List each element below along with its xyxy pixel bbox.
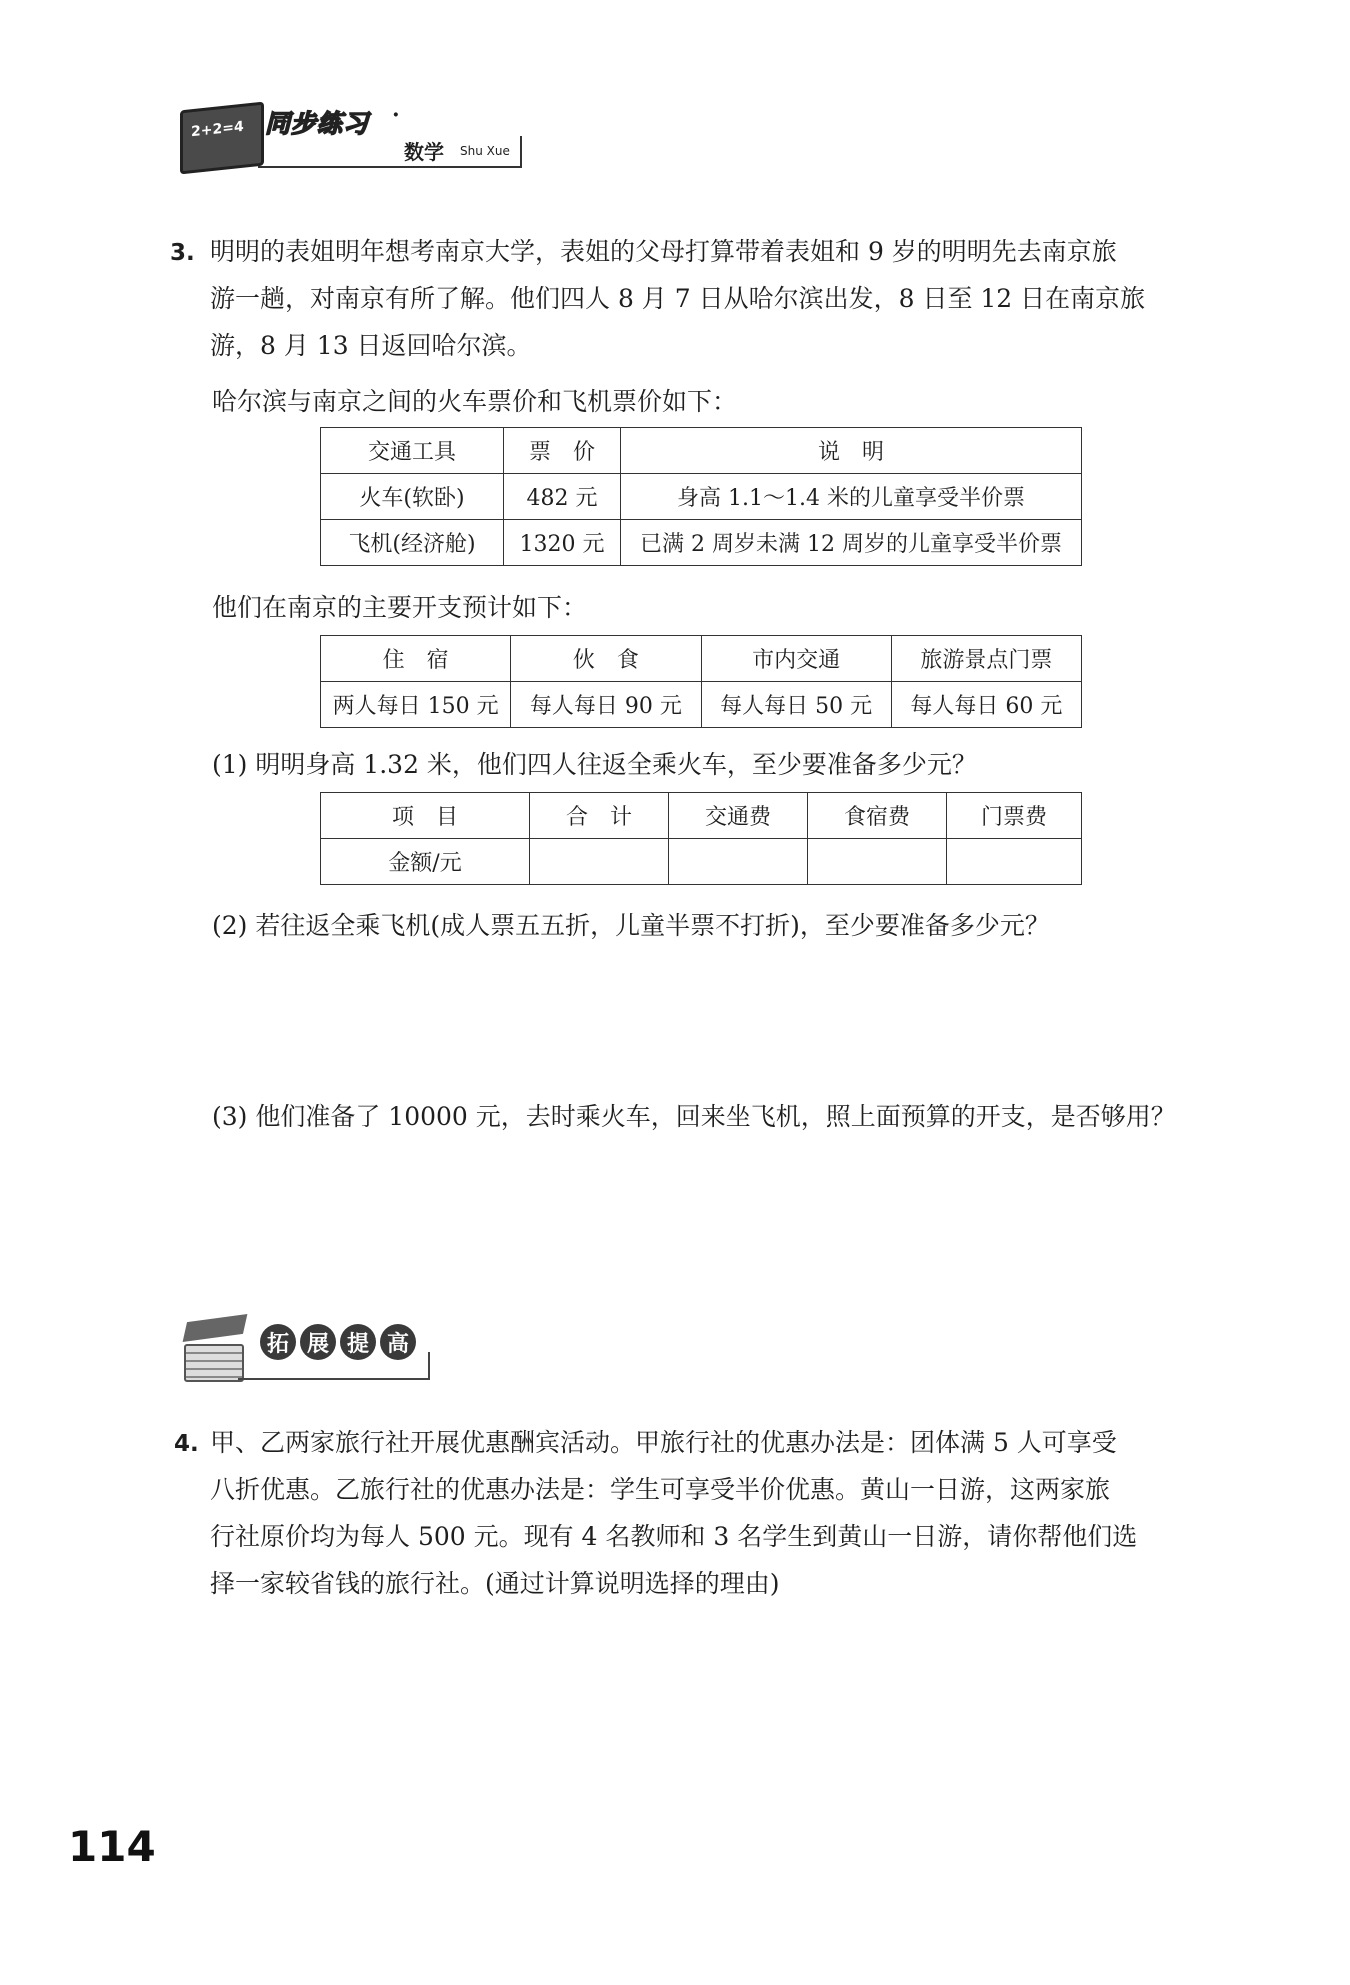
price-header-cell: 票 价 bbox=[504, 428, 621, 474]
section-title-char: 展 bbox=[300, 1324, 336, 1360]
subject-pinyin: Shu Xue bbox=[460, 144, 510, 158]
section-title-char: 提 bbox=[340, 1324, 376, 1360]
section-title-char: 高 bbox=[380, 1324, 416, 1360]
section-title-char: 拓 bbox=[260, 1324, 296, 1360]
answer-header-cell: 交通费 bbox=[669, 793, 808, 839]
blackboard-icon bbox=[180, 102, 264, 175]
expense-header-cell: 市内交通 bbox=[701, 636, 891, 682]
table-row bbox=[321, 474, 1082, 520]
expense-cell: 两人每日 150 元 bbox=[321, 682, 511, 728]
price-table bbox=[320, 427, 1082, 566]
expense-caption: 他们在南京的主要开支预计如下： bbox=[212, 593, 588, 622]
expense-cell: 每人每日 50 元 bbox=[701, 682, 891, 728]
expense-header-cell: 旅游景点门票 bbox=[891, 636, 1081, 682]
books-icon bbox=[184, 1344, 244, 1382]
section-title bbox=[260, 1324, 416, 1360]
price-cell: 482 元 bbox=[504, 474, 621, 520]
text-line: 游，8 月 13 日返回哈尔滨。 bbox=[210, 331, 532, 360]
section-banner bbox=[178, 1308, 448, 1388]
price-cell: 身高 1.1～1.4 米的儿童享受半价票 bbox=[621, 474, 1082, 520]
header-rule bbox=[258, 166, 398, 168]
table-row bbox=[321, 682, 1082, 728]
question-3-intro bbox=[210, 228, 1210, 369]
answer-table bbox=[320, 792, 1082, 885]
expense-header-cell: 住 宿 bbox=[321, 636, 511, 682]
expense-cell: 每人每日 60 元 bbox=[891, 682, 1081, 728]
blackboard-text: 2+2=4 bbox=[191, 118, 244, 141]
question-3-number: 3. bbox=[170, 240, 195, 266]
answer-blank-cell[interactable] bbox=[530, 839, 669, 885]
subject-name: 数学 bbox=[404, 140, 444, 164]
question-4-number: 4. bbox=[174, 1431, 199, 1457]
sub-question-2: (2) 若往返全乘飞机(成人票五五折，儿童半票不打折)，至少要准备多少元？ bbox=[212, 911, 1050, 940]
answer-blank-cell[interactable] bbox=[947, 839, 1082, 885]
text-line: 择一家较省钱的旅行社。(通过计算说明选择的理由) bbox=[210, 1569, 780, 1598]
expense-cell: 每人每日 90 元 bbox=[511, 682, 701, 728]
price-cell: 火车(软卧) bbox=[321, 474, 504, 520]
answer-header-cell: 项 目 bbox=[321, 793, 530, 839]
table-row bbox=[321, 520, 1082, 566]
subject-box bbox=[398, 136, 522, 168]
sub-question-3: (3) 他们准备了 10000 元，去时乘火车，回来坐飞机，照上面预算的开支，是否够用？ bbox=[212, 1102, 1176, 1131]
series-header bbox=[170, 92, 525, 182]
page-number: 114 bbox=[68, 1822, 156, 1871]
expense-header-cell: 伙 食 bbox=[511, 636, 701, 682]
answer-header-cell: 合 计 bbox=[530, 793, 669, 839]
price-header-cell: 交通工具 bbox=[321, 428, 504, 474]
text-line: 游一趟，对南京有所了解。他们四人 8 月 7 日从哈尔滨出发，8 日至 12 日在南京旅 bbox=[210, 284, 1146, 313]
question-4-text bbox=[210, 1419, 1210, 1607]
answer-blank-cell[interactable] bbox=[808, 839, 947, 885]
price-caption: 哈尔滨与南京之间的火车票价和飞机票价如下： bbox=[212, 387, 738, 416]
table-row bbox=[321, 839, 1082, 885]
price-cell: 已满 2 周岁未满 12 周岁的儿童享受半价票 bbox=[621, 520, 1082, 566]
text-line: 甲、乙两家旅行社开展优惠酬宾活动。甲旅行社的优惠办法是：团体满 5 人可享受 bbox=[210, 1428, 1117, 1457]
graduation-cap-icon bbox=[183, 1314, 248, 1342]
answer-header-cell: 门票费 bbox=[947, 793, 1082, 839]
answer-blank-cell[interactable] bbox=[669, 839, 808, 885]
sub-question-1: (1) 明明身高 1.32 米，他们四人往返全乘火车，至少要准备多少元？ bbox=[212, 750, 977, 779]
text-line: 明明的表姐明年想考南京大学，表姐的父母打算带着表姐和 9 岁的明明先去南京旅 bbox=[210, 237, 1117, 266]
price-cell: 飞机(经济舱) bbox=[321, 520, 504, 566]
banner-rule bbox=[238, 1378, 430, 1380]
title-dot: · bbox=[392, 102, 400, 128]
text-line: 八折优惠。乙旅行社的优惠办法是：学生可享受半价优惠。黄山一日游，这两家旅 bbox=[210, 1475, 1111, 1504]
series-title: 同步练习 bbox=[265, 109, 370, 138]
expense-table bbox=[320, 635, 1082, 728]
price-header-cell: 说 明 bbox=[621, 428, 1082, 474]
text-line: 行社原价均为每人 500 元。现有 4 名教师和 3 名学生到黄山一日游，请你帮他们选 bbox=[210, 1522, 1138, 1551]
price-cell: 1320 元 bbox=[504, 520, 621, 566]
answer-row-label: 金额/元 bbox=[321, 839, 530, 885]
answer-header-cell: 食宿费 bbox=[808, 793, 947, 839]
banner-tick bbox=[428, 1352, 430, 1380]
